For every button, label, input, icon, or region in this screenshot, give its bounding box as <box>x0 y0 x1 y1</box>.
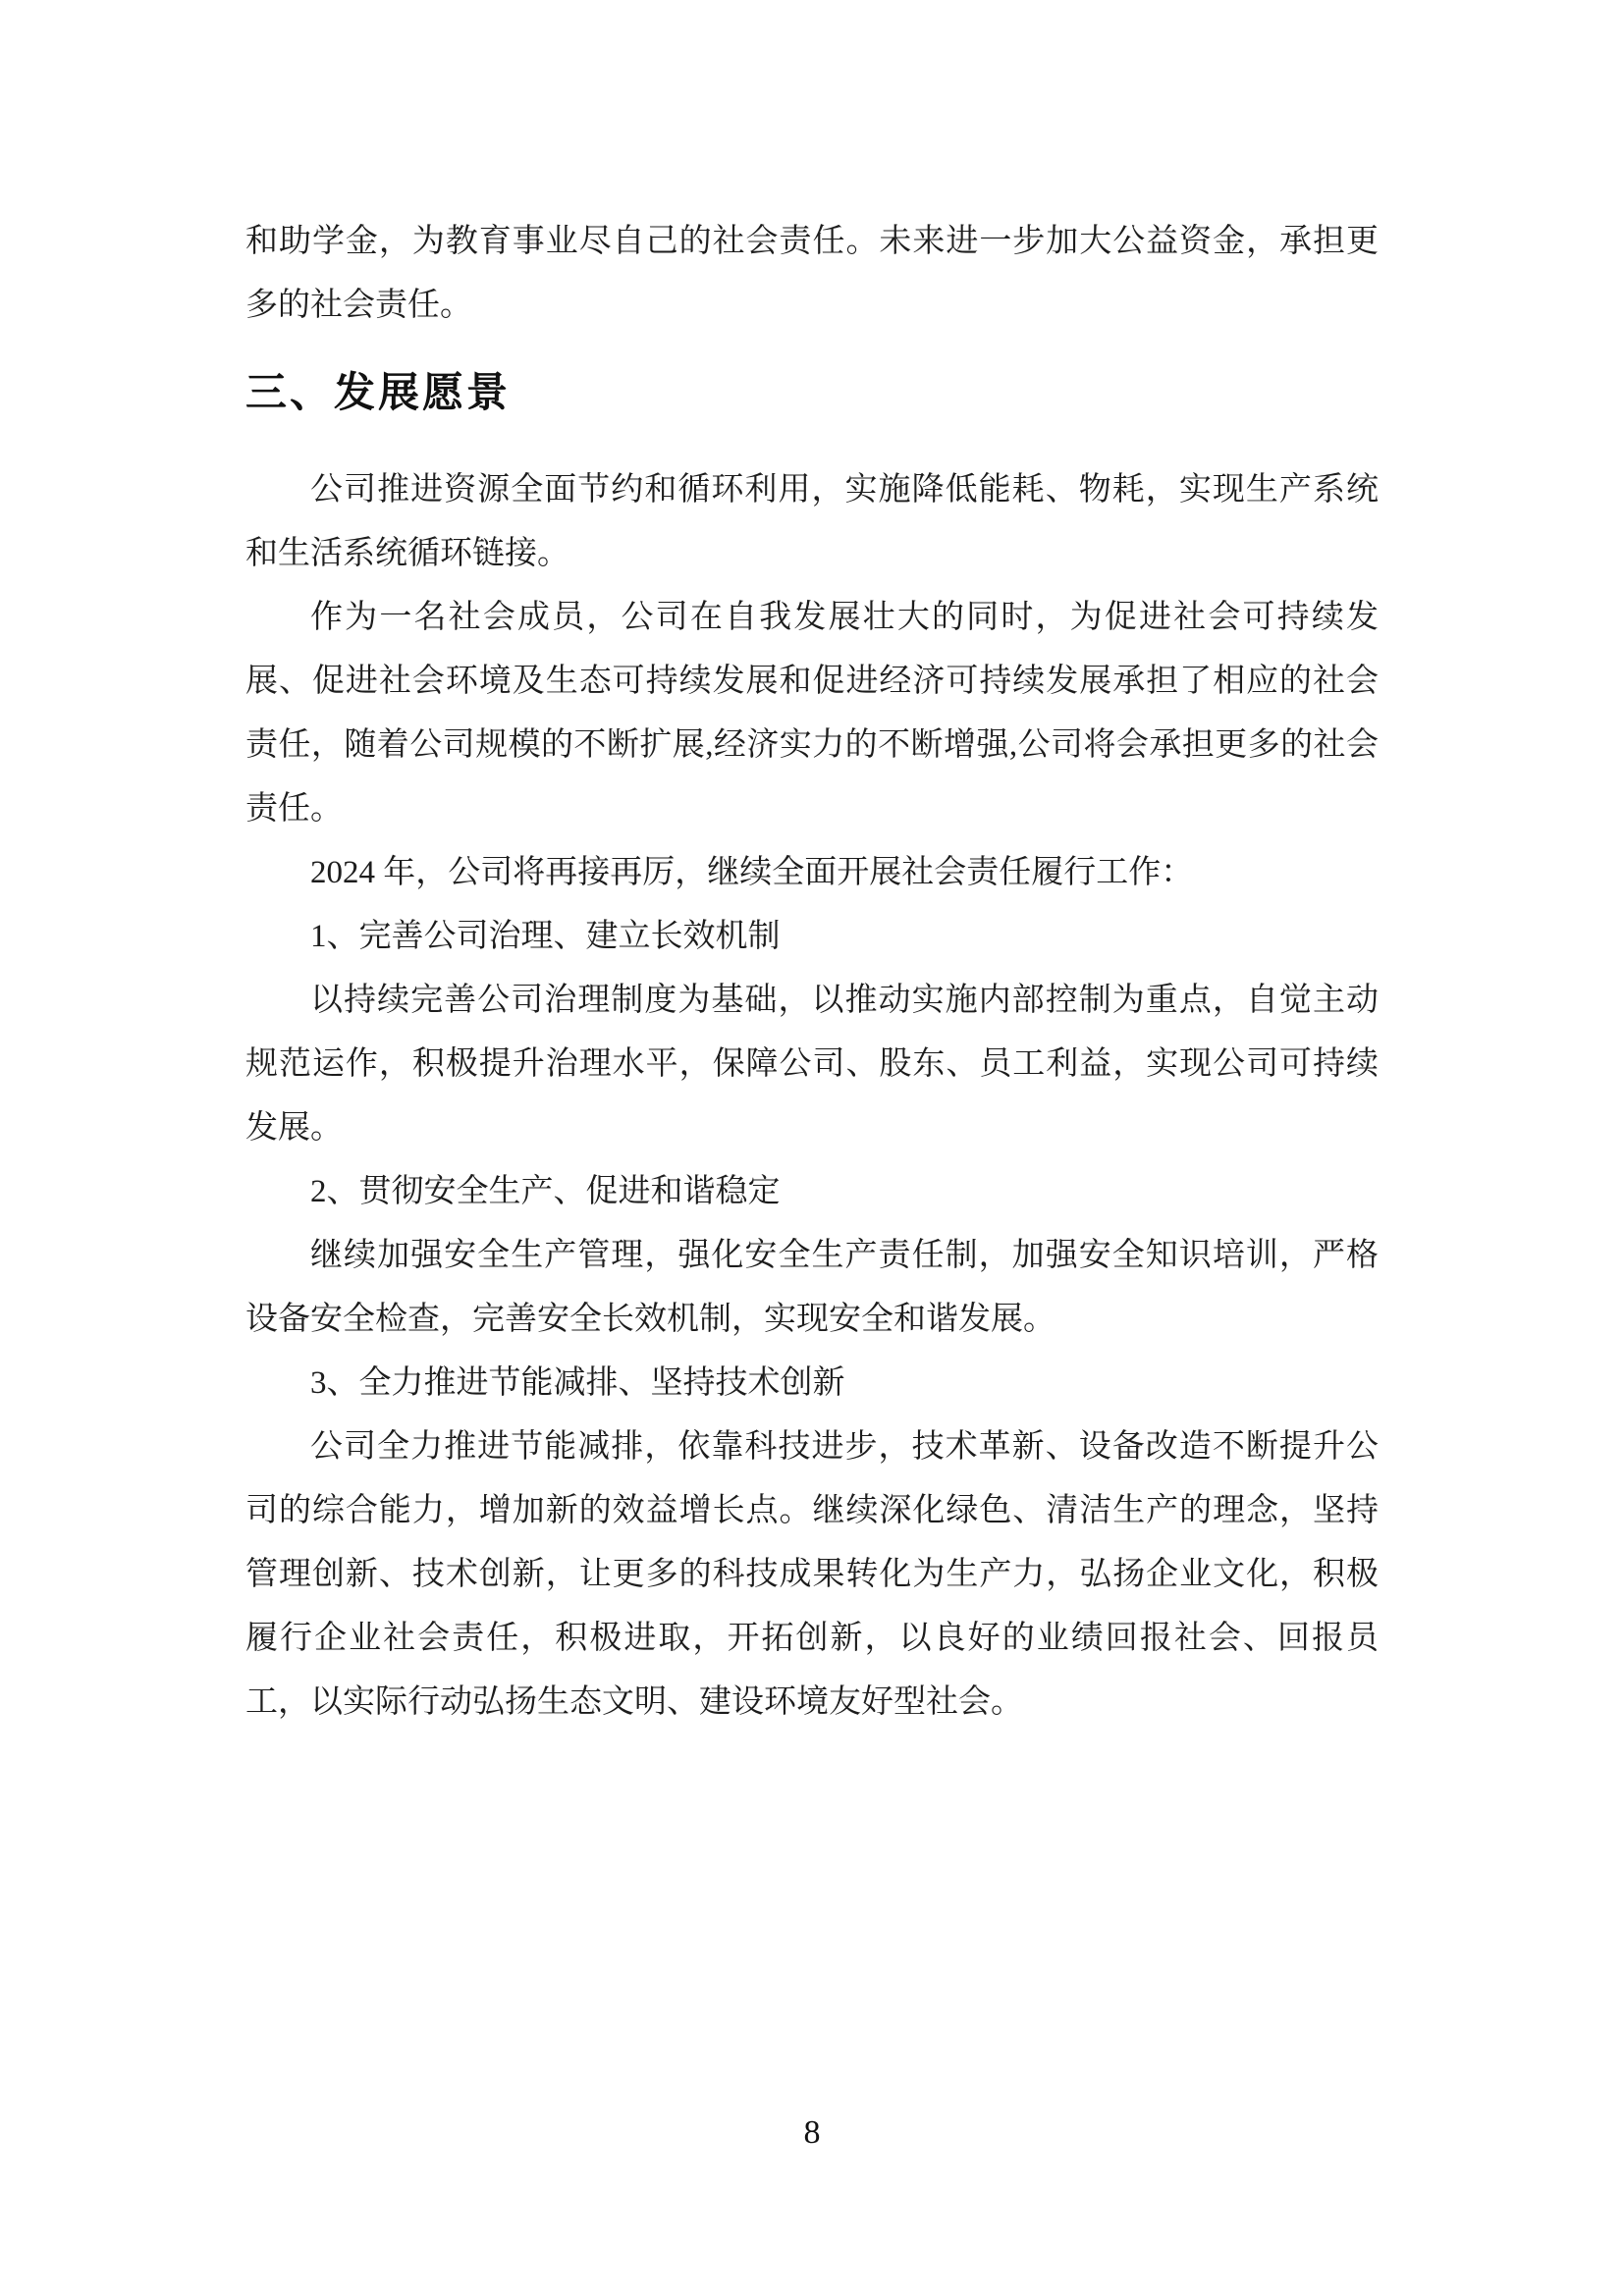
body-paragraph: 以持续完善公司治理制度为基础，以推动实施内部控制为重点，自觉主动规范运作，积极提升治理水平，保障公司、股东、员工利益，实现公司可持续发展。 <box>245 983 1379 1146</box>
numbered-item-paragraph: 1、完善公司治理、建立长效机制 <box>310 919 781 954</box>
body-paragraph: 公司推进资源全面节约和循环利用，实施降低能耗、物耗，实现生产系统和生活系统循环链接。 <box>245 472 1379 571</box>
page-footer <box>0 2112 1624 2154</box>
page-content <box>245 210 1379 1735</box>
body-paragraph: 作为一名社会成员，公司在自我发展壮大的同时，为促进社会可持续发展、促进社会环境及生态可持续发展和促进经济可持续发展承担了相应的社会责任，随着公司规模的不断扩展,经济实力的不断增强,公司将会承担更多的社会责任。 <box>245 600 1379 827</box>
body-paragraph: 2024 年，公司将再接再厉，继续全面开展社会责任履行工作： <box>310 855 1194 890</box>
section-heading: 三、发展愿景 <box>245 371 512 416</box>
numbered-item-paragraph: 2、贯彻安全生产、促进和谐稳定 <box>310 1174 781 1209</box>
page-number: 8 <box>803 2114 821 2151</box>
body-paragraph: 公司全力推进节能减排，依靠科技进步，技术革新、设备改造不断提升公司的综合能力，增加新的效益增长点。继续深化绿色、清洁生产的理念，坚持管理创新、技术创新，让更多的科技成果转化为生产力，弘扬企业文化，积极履行企业社会责任，积极进取，开拓创新，以良好的业绩回报社会、回报员工，以实际行动弘扬生态文明、建设环境友好型社会。 <box>245 1429 1379 1720</box>
numbered-item-paragraph: 3、全力推进节能减排、坚持技术创新 <box>310 1365 845 1401</box>
continuation-paragraph: 和助学金，为教育事业尽自己的社会责任。未来进一步加大公益资金，承担更多的社会责任。 <box>245 224 1379 323</box>
body-paragraph: 继续加强安全生产管理，强化安全生产责任制，加强安全知识培训，严格设备安全检查，完善安全长效机制，实现安全和谐发展。 <box>245 1238 1379 1337</box>
